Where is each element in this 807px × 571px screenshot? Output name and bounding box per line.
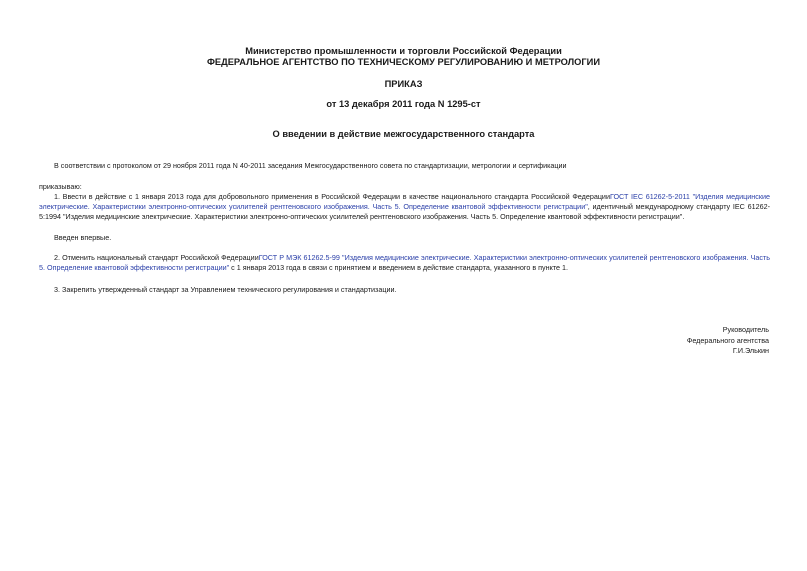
signature-position: Руководитель: [722, 325, 769, 334]
agency-heading: ФЕДЕРАЛЬНОЕ АГЕНТСТВО ПО ТЕХНИЧЕСКОМУ РЕГУЛИРОВАНИЮ И МЕТРОЛОГИИ: [206, 57, 601, 67]
introduced-first-note: Введен впервые.: [54, 233, 112, 242]
ministry-heading: Министерство промышленности и торговли Российской Федерации: [245, 46, 562, 56]
item-1-text-after: , идентичный международному стандарту IEC 61262-5:1994 "Изделия медицинские электрические. Характеристики электронно-оптических усилителей рентгеновского изображения. Часть 5. Определение квантовой эффективности регистрации".: [39, 202, 770, 221]
item-1-paragraph: [39, 192, 770, 222]
signature-agency: Федерального агентства: [686, 335, 769, 345]
signature-block: [687, 325, 769, 357]
preamble-paragraph: В соответствии с протоколом от 29 ноября 2011 года N 40-2011 заседания Межгосударственного совета по стандартизации, метрологии и сертификации: [54, 161, 567, 170]
item-2-text: 2. Отменить национальный стандарт Российской Федерации: [54, 253, 259, 262]
order-date-number: от 13 декабря 2011 года N 1295-ст: [326, 99, 481, 109]
document-type: ПРИКАЗ: [384, 79, 423, 89]
order-title: О введении в действие межгосударственного стандарта: [272, 129, 535, 139]
signature-name: Г.И.Элькин: [732, 346, 769, 356]
item-3-paragraph: 3. Закрепить утвержденный стандарт за Управлением технического регулирования и стандартизации.: [54, 285, 397, 294]
item-2-paragraph: [39, 253, 770, 273]
gost-r-iec-61262-5-99-link[interactable]: ГОСТ Р МЭК 61262.5-99 "Изделия медицинские электрические. Характеристики электронно-оптических усилителей рентгеновского изображения. Часть 5. Определение квантовой эффективности регистрации": [39, 253, 770, 272]
gost-iec-61262-5-2011-link[interactable]: ГОСТ IEC 61262-5-2011 "Изделия медицинские электрические. Характеристики электронно-оптических усилителей рентгеновского изображения. Часть 5. Определение квантовой эффективности регистрации": [39, 192, 770, 211]
order-word: приказываю:: [39, 182, 82, 191]
item-2-text-after: с 1 января 2013 года в связи с принятием и введением в действие стандарта, указанного в пункте 1.: [229, 263, 569, 272]
item-1-text: 1. Ввести в действие с 1 января 2013 года для добровольного применения в Российской Федерации в качестве национального стандарта Российской Федерации: [54, 192, 610, 201]
